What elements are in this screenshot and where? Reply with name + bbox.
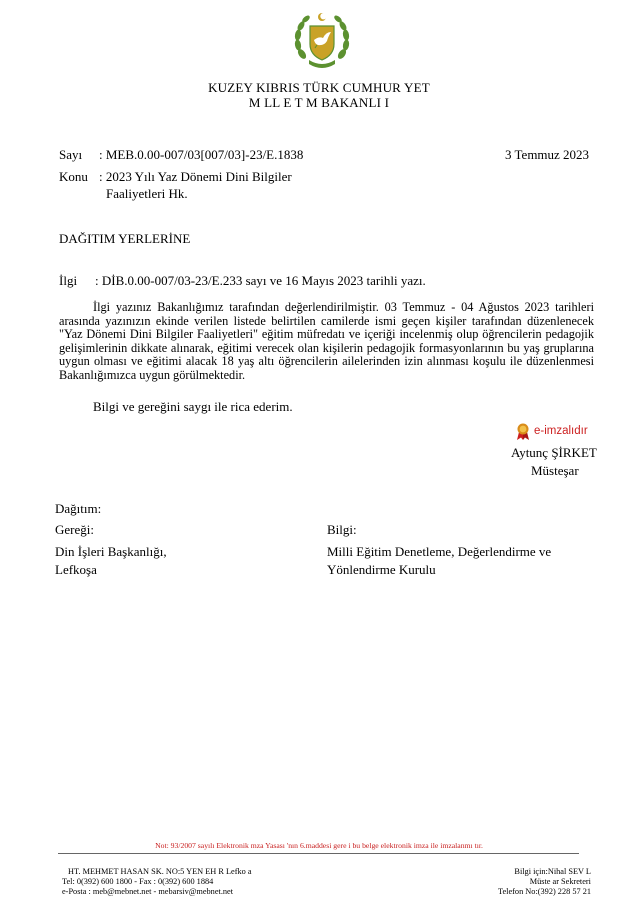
signatory-name: Aytunç ŞİRKET: [511, 445, 597, 460]
footer-email: e-Posta : meb@mebnet.net - mebarsiv@mebnet.net: [62, 887, 234, 896]
ilgi-text: : DİB.0.00-007/03-23/E.233 sayı ve 16 Mayıs 2023 tarihli yazı.: [95, 273, 426, 288]
body-paragraph: İlgi yazınız Bakanlığımız tarafından değerlendirilmiştir. 03 Temmuz - 04 Ağustos 2023 tarihleri arasında yazınızın ekinde verilen listede belirtilen camilerde ismi geçen kişiler tarafından düzenlenecek "Yaz Dönemi Dini Bilgiler Faaliyetleri" eğitim müfredatı ve içeriği incelenmiş olup öğrencilerin pedagojik gelişimlerinin dikkate alınarak, eğitimi verecek olan kişilerin pedagojik formasyonlarının bu yaş gruplarına uygun olması ve eğitimi alacak 18 yaş altı öğrencilerin ailelerinden izin alınması koşulu ile düzenlenmesi Bakanlığımızca uygun görülmektedir.: [59, 300, 594, 382]
konu-line1: : 2023 Yılı Yaz Dönemi Dini Bilgiler: [99, 169, 292, 184]
footer-info-phone: Telefon No:(392) 228 57 21: [498, 887, 591, 896]
konu-line2: Faaliyetleri Hk.: [106, 186, 188, 201]
footer-address: HT. MEHMET HASAN SK. NO:5 YEN EH R Lefko a: [68, 867, 252, 876]
sayi-value: : MEB.0.00-007/03[007/03]-23/E.1838: [99, 147, 304, 162]
sayi-label: Sayı: [59, 147, 83, 162]
bilgi-recipient-line2: Yönlendirme Kurulu: [327, 562, 436, 577]
footer-divider: [58, 853, 579, 854]
closing-sentence: Bilgi ve gereğini saygı ile rica ederim.: [93, 399, 293, 414]
ministry-org-line2: M LL E T M BAKANLI I: [248, 95, 390, 110]
document-date: 3 Temmuz 2023: [505, 147, 590, 162]
gereg-recipient-line1: Din İşleri Başkanlığı,: [55, 544, 167, 559]
ilgi-label: İlgi: [59, 273, 78, 288]
e-signed-label: e-imzalıdır: [534, 425, 588, 437]
footer-info-contact: Bilgi için:Nihal SEV L: [514, 867, 591, 876]
e-signature-stamp: [516, 423, 596, 441]
distribution-title: Dağıtım:: [55, 501, 102, 516]
e-signature-legal-note: Not: 93/2007 sayılı Elektronik mza Yasası 'nın 6.maddesi gere i bu belge elektronik imza ile imzalanmı tır.: [155, 841, 483, 850]
bilgi-recipient-line1: Milli Eğitim Denetleme, Değerlendirme ve: [327, 544, 552, 559]
signatory-title: Müsteşar: [531, 463, 579, 478]
footer-info-role: Müste ar Sekreteri: [529, 877, 591, 886]
seal-ribbon-icon: [516, 423, 530, 441]
footer-phone-fax: Tel: 0(392) 600 1800 - Fax : 0(392) 600 1884: [62, 877, 214, 886]
addressee: DAĞITIM YERLERİNE: [59, 231, 191, 246]
gereg-label: Gereği:: [55, 522, 94, 537]
ministry-org-line1: KUZEY KIBRIS TÜRK CUMHUR YET: [208, 80, 430, 95]
state-emblem-icon: [293, 10, 351, 72]
gereg-recipient-line2: Lefkoşa: [55, 562, 97, 577]
konu-label: Konu: [59, 169, 88, 184]
bilgi-label: Bilgi:: [327, 522, 357, 537]
